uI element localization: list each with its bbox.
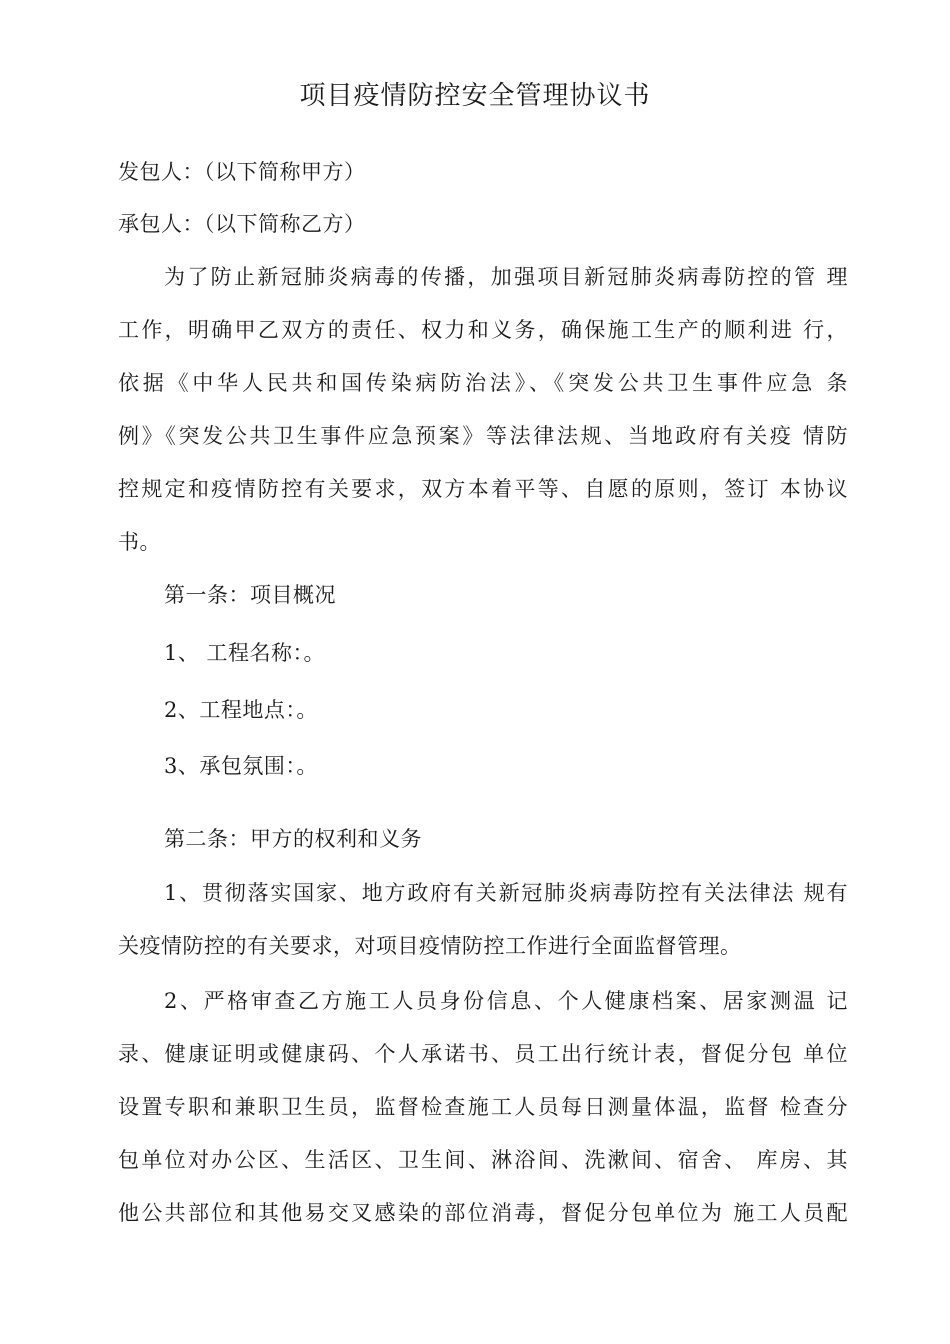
intro-line: 书。 — [118, 530, 161, 554]
contractor-line: 承包人：（以下简称乙方） — [118, 212, 366, 236]
article2-item2-line: 2、严格审查乙方施工人员身份信息、个人健康档案、居家测温 记 — [164, 989, 848, 1013]
article2-item1-line: 关疫情防控的有关要求，对项目疫情防控工作进行全面监督管理。 — [118, 934, 742, 958]
document-title: 项目疫情防控安全管理协议书 — [299, 81, 651, 111]
article2-item1-line: 1、贯彻落实国家、地方政府有关新冠肺炎病毒防控有关法律法 规有 — [164, 881, 848, 905]
article2-heading: 第二条：甲方的权利和义务 — [164, 827, 422, 851]
intro-line: 为了防止新冠肺炎病毒的传播，加强项目新冠肺炎病毒防控的管 理 — [164, 265, 848, 289]
article1-item: 3、承包氛围：。 — [164, 754, 318, 778]
article2-item2-line: 包单位对办公区、生活区、卫生间、淋浴间、洗漱间、宿舍、 库房、其 — [118, 1148, 848, 1172]
article2-item2-line: 他公共部位和其他易交叉感染的部位消毒，督促分包单位为 施工人员配 — [118, 1201, 848, 1225]
intro-line: 工作，明确甲乙双方的责任、权力和义务，确保施工生产的顺利进 行， — [118, 318, 848, 342]
article1-heading: 第一条：项目概况 — [164, 583, 336, 607]
article1-item: 1、 工程名称：。 — [164, 641, 326, 665]
article1-item: 2、工程地点：。 — [164, 698, 318, 722]
employer-line: 发包人：（以下简称甲方） — [118, 160, 366, 184]
intro-line: 依据《中华人民共和国传染病防治法》、《突发公共卫生事件应急 条 — [118, 371, 848, 395]
intro-line: 例》《突发公共卫生事件应急预案》等法律法规、当地政府有关疫 情防 — [118, 424, 848, 448]
article2-item2-line: 设置专职和兼职卫生员，监督检查施工人员每日测量体温，监督 检查分 — [118, 1095, 848, 1119]
intro-line: 控规定和疫情防控有关要求，双方本着平等、自愿的原则，签订 本协议 — [118, 477, 848, 501]
article2-item2-line: 录、健康证明或健康码、个人承诺书、员工出行统计表，督促分包 单位 — [118, 1042, 848, 1066]
